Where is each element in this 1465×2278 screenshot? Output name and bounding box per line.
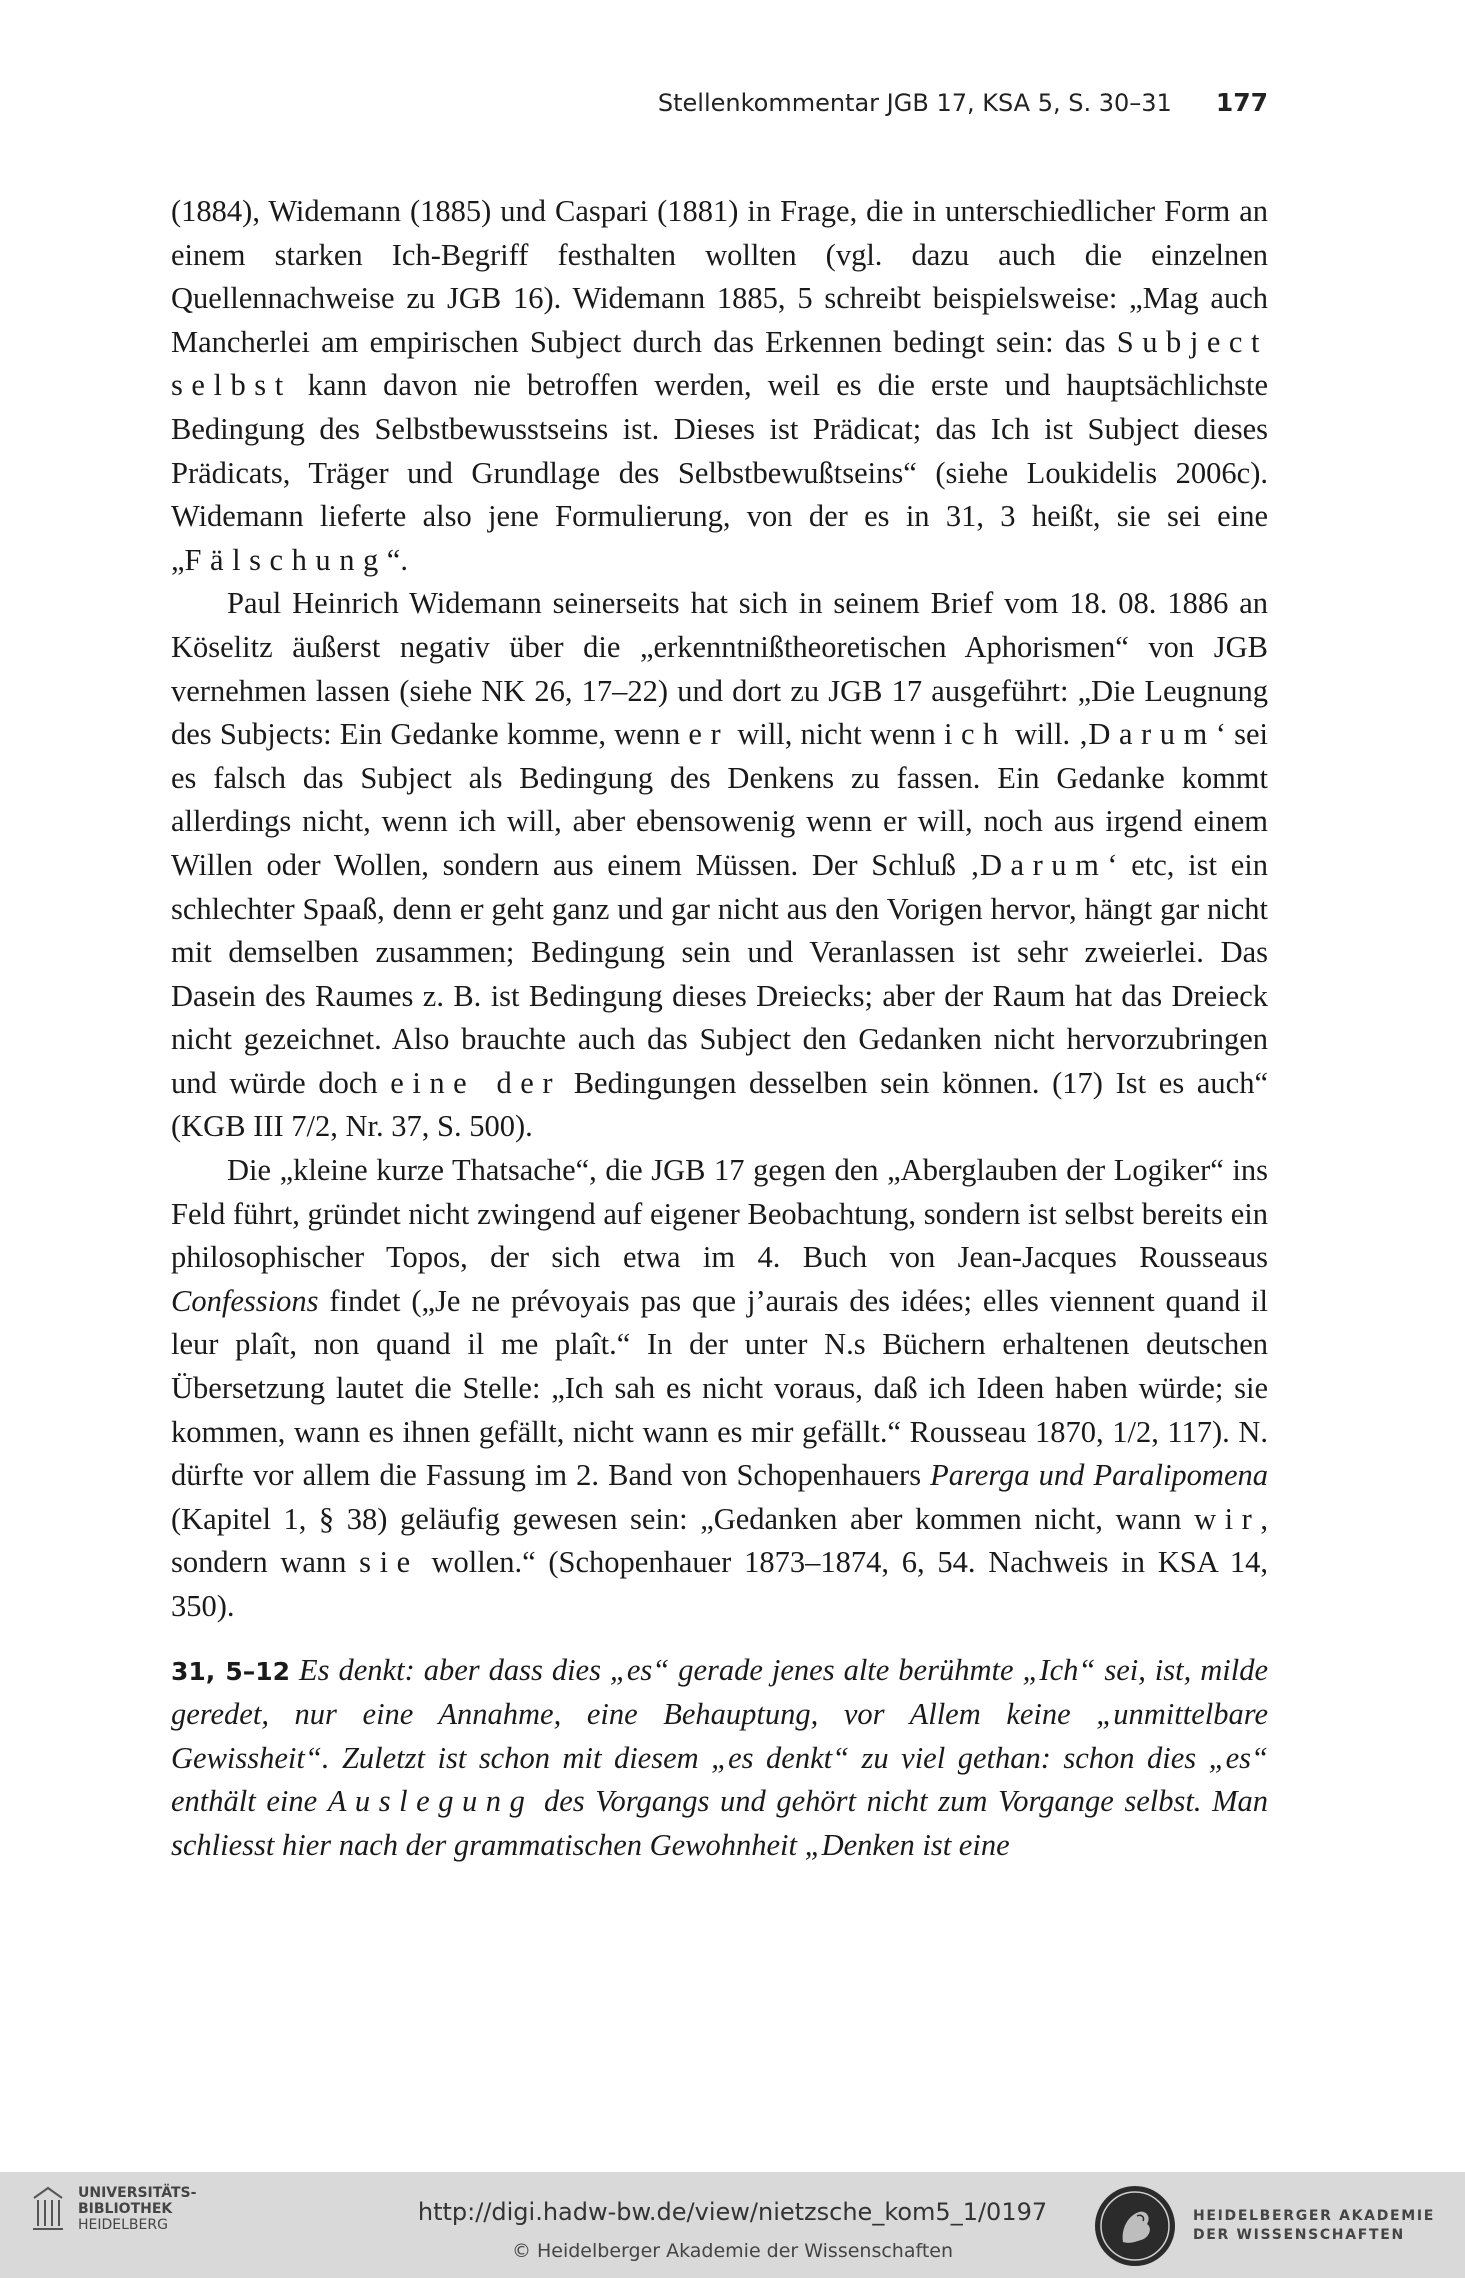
academy-seal-icon xyxy=(1093,2184,1177,2268)
text-run: ‘ sei es falsch das Subject als Bedingung des Denkens zu fassen. Ein Gedanke kommt allerdings nicht, wenn ich will, aber ebensowenig wenn er will, noch aus irgend einem Willen oder Wollen, sondern aus einem Müssen. Der Schluß ‚ xyxy=(171,717,1268,882)
spaced-emphasis: Darum xyxy=(1088,717,1216,752)
spaced-emphasis: Darum xyxy=(979,847,1108,882)
text-run: ‘ etc, ist ein schlechter Spaaß, denn er geht ganz und gar nicht aus den Vorigen hervor, hängt gar nicht mit demselben zusammen; Bedingung sein und Veranlassen ist sehr zweierlei. Das Dasein des Raumes z. B. ist Bedingung dieses Dreiecks; aber der Raum hat das Dreieck nicht gezeichnet. Also brauchte auch das Subject den Gedanken nicht hervorzubringen und würde doch xyxy=(171,847,1268,1100)
spaced-emphasis: wir xyxy=(1194,1501,1261,1536)
logo-line: UNIVERSITÄTS- xyxy=(78,2185,197,2201)
spaced-emphasis: Subject selbst xyxy=(171,324,1268,403)
text-run: findet („Je ne prévoyais pas que j’aurais des idées; elles viennent quand il leur plaît, non quand il me plaît.“ In der unter N.s Büchern erhaltenen deutschen Übersetzung lautet die Stelle: „Ich sah es nicht voraus, daß ich Ideen haben würde; sie kommen, wann es ihnen gefällt, nicht wann es mir gefällt.“ Rousseau 1870, 1/2, 117). N. dürfte vor allem die Fassung im 2. Band von Schopenhauers xyxy=(171,1283,1268,1493)
spaced-emphasis: er xyxy=(688,717,730,752)
spaced-emphasis: Auslegung xyxy=(327,1784,534,1819)
text-run: (1884), Widemann (1885) und Caspari (1881) in Frage, die in unterschiedlicher Form an einem starken Ich-Begriff festhalten wollten (vgl. dazu auch die einzelnen Quellennachweise zu JGB 16). Widemann 1885, 5 schreibt beispielsweise: „Mag auch Mancherlei am empirischen Subject durch das Erkennen bedingt sein: das xyxy=(171,194,1268,359)
text-run: Es denkt: aber dass dies „es“ gerade jenes alte berühmte „Ich“ sei, ist, milde geredet, nur eine Annahme, eine Behauptung, vor Allem keine „unmittelbare Gewissheit“. Zuletzt ist schon mit diesem „es denkt“ zu viel gethan: schon dies „es“ enthält eine xyxy=(171,1652,1268,1819)
paragraph-2 xyxy=(171,582,1268,1149)
logo-line: BIBLIOTHEK xyxy=(78,2201,173,2217)
text-run: Paul Heinrich Widemann seinerseits hat sich in seinem Brief vom 18. 08. 1886 an Köselitz äußerst negativ über die „erkenntnißtheoretischen Aphorismen“ von JGB vernehmen lassen (siehe NK 26, 17–22) und dort zu JGB 17 ausgeführt: „Die Leugnung des Subjects: Ein Gedanke komme, wenn xyxy=(171,586,1268,752)
text-run: will. ‚ xyxy=(1006,717,1089,752)
running-title: Stellenkommentar JGB 17, KSA 5, S. 30–31 xyxy=(657,89,1172,117)
italic-title: Confessions xyxy=(171,1283,319,1318)
academy-logo[interactable] xyxy=(1093,2184,1435,2268)
text-run: will, nicht wenn xyxy=(729,717,944,752)
copyright-notice: © Heidelberger Akademie der Wissenschaften xyxy=(511,2240,954,2262)
logo-line: HEIDELBERGER AKADEMIE xyxy=(1192,2208,1435,2224)
logo-line: HEIDELBERG xyxy=(78,2217,168,2233)
body-text xyxy=(171,190,1268,1868)
spaced-emphasis: sie xyxy=(359,1545,419,1580)
text-run: , sondern wann xyxy=(171,1501,1268,1580)
text-run: “. xyxy=(386,542,408,577)
permalink-url[interactable]: http://digi.hadw-bw.de/view/nietzsche_kom5_1/0197 xyxy=(417,2198,1048,2226)
lemma-reference: 31, 5–12 xyxy=(171,1656,291,1686)
lemma-entry xyxy=(171,1649,1268,1868)
italic-title: Parerga und Paralipomena xyxy=(930,1458,1268,1493)
text-run: (Kapitel 1, § 38) geläufig gewesen sein: „Gedanken aber kommen nicht, wann xyxy=(171,1501,1195,1536)
text-run: Die „kleine kurze Thatsache“, die JGB 17 gegen den „Aberglauben der Logiker“ ins Feld führt, gründet nicht zwingend auf eigener Beobachtung, sondern ist selbst bereits ein philosophischer Topos, der sich etwa im 4. Buch von Jean-Jacques Rousseaus xyxy=(171,1153,1268,1275)
text-run: wollen.“ (Schopenhauer 1873–1874, 6, 54. Nachweis in KSA 14, 350). xyxy=(171,1545,1268,1623)
text-run: Bedingungen desselben sein können. (17) Ist es auch“ (KGB III 7/2, Nr. 37, S. 500). xyxy=(171,1065,1268,1144)
spaced-emphasis: Fälschung xyxy=(184,542,387,577)
lemma-text xyxy=(171,1653,1268,1862)
digitization-footer xyxy=(0,2172,1465,2278)
text-run: kann davon nie betroffen werden, weil es die erste und hauptsächlichste Bedingung des Selbstbewusstseins ist. Dieses ist Prädicat; das Ich ist Subject dieses Prädicats, Träger und Grundlage des Selbstbewußtseins“ (siehe Loukidelis 2006c). Widemann lieferte also jene Formulierung, von der es in 31, 3 heißt, sie sei eine „ xyxy=(171,368,1268,577)
paragraph-3 xyxy=(171,1149,1268,1629)
text-run: des Vorgangs und gehört nicht zum Vorgange selbst. Man schliesst hier nach der grammatischen Gewohnheit „Denken ist eine xyxy=(171,1784,1268,1862)
page-number: 177 xyxy=(1215,88,1268,117)
running-head xyxy=(658,88,1268,117)
logo-line: DER WISSENSCHAFTEN xyxy=(1192,2227,1405,2243)
spaced-emphasis: eine der xyxy=(390,1065,562,1100)
paragraph-1 xyxy=(171,190,1268,582)
spaced-emphasis: ich xyxy=(943,717,1007,752)
